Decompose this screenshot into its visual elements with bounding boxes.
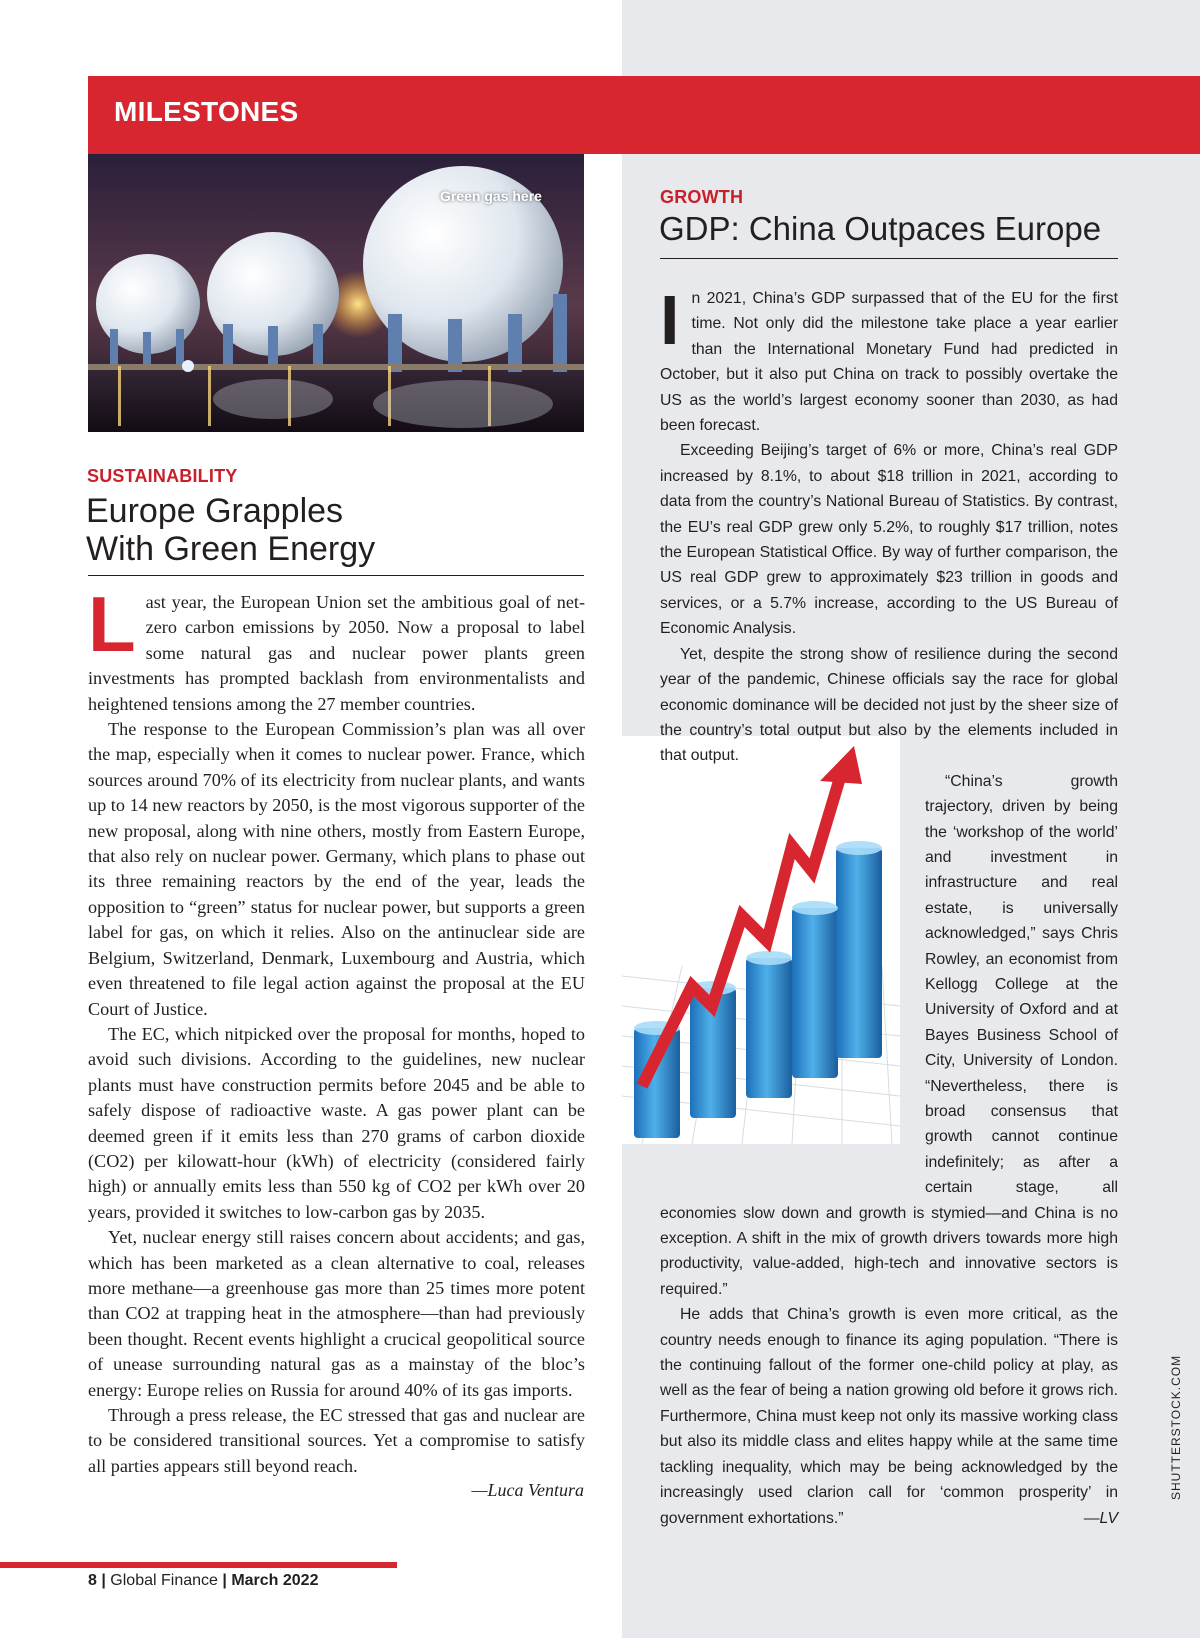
left-article-kicker: SUSTAINABILITY <box>87 466 238 486</box>
right-paragraph-1: In 2021, China’s GDP surpassed that of the EU for the first time. Not only did the milestone take place a year earlier than the International Monetary Fund had predicted in October, but it also put China on track to possibly overtake the US as the world’s largest economy sooner than 2030, as had been forecast. <box>660 281 1118 435</box>
right-headline-rule <box>660 258 1118 259</box>
footer-separator-2: | <box>222 1572 227 1589</box>
right-paragraph-3: Yet, despite the strong show of resilience during the second year of the pandemic, Chinese officials say the race for global economic dominance will be decided not just by the sheer size of the country’s total output but also by the elements included in that output. <box>660 645 1118 765</box>
left-headline-rule <box>88 575 584 576</box>
left-drop-cap: L <box>88 580 136 668</box>
page-footer <box>88 1572 318 1590</box>
right-paragraph-5: He adds that China’s growth is even more critical, as the country needs enough to finance its aging population. “There is the continuing fallout of the former one-child policy at play, as well as the fear of being a nation growing old before it grows rich. Furthermore, China must keep not only its massive working class but also its middle class and elites happy while at the same time tackling inequality, which may be being acknowledged by the increasingly used clarion call for ‘common prosperity’ in government exhortations.” —LV <box>660 1302 1118 1531</box>
photo-credit: SHUTTERSTOCK.COM <box>1169 1354 1183 1500</box>
right-article-kicker: GROWTH <box>660 187 744 207</box>
left-headline-line2: With Green Energy <box>86 530 376 568</box>
left-article-body <box>88 580 585 1479</box>
right-article-headline: GDP: China Outpaces Europe <box>659 210 1102 247</box>
publication-name: Global Finance <box>110 1572 218 1589</box>
right-article-byline: —LV <box>1083 1509 1118 1527</box>
photo-caption: Green gas here <box>440 188 542 204</box>
right-paragraph-4: “China’s growth trajectory, driven by being the ‘workshop of the world’ and investment in infrastructure and real estate, is universally acknowledged,” says Chris Rowley, an economist from Kellogg College at the University of Oxford and at Bayes Business School of City, University of London. “Nevertheless, there is broad consensus that growth cannot continue indefinitely; as after a certain stage, all economies slow down and growth is stymied—and China is no exception. A shift in the mix of growth drivers towards more high productivity, value-added, high-tech and innovative sectors is required.” <box>660 769 1118 1303</box>
footer-rule <box>0 1562 397 1568</box>
footer-separator-1: | <box>101 1572 106 1589</box>
chart-wrap-spacer <box>660 769 925 1193</box>
left-paragraph-4: Yet, nuclear energy still raises concern about accidents; and gas, which has been marketed as a clean alternative to coal, releases more methane—a greenhouse gas more than 25 times more potent than CO2 at trapping heat in the atmosphere—than had previously been thought. Recent events highlight a crucical geopolitical source of unease surrounding natural gas as a mainstay of the bloc’s energy: Europe relies on Russia for around 40% of its gas imports. <box>88 1227 585 1400</box>
left-article-headline <box>86 492 586 568</box>
left-article-byline: —Luca Ventura <box>471 1480 584 1500</box>
right-drop-cap: I <box>660 281 680 359</box>
right-paragraph-2: Exceeding Beijing’s target of 6% or more, China’s real GDP increased by 8.1%, to about $18 trillion in 2021, according to data from the country’s National Bureau of Statistics. By contrast, the EU’s real GDP grew only 5.2%, to roughly $17 trillion, notes the European Statistical Office. By way of further comparison, the US real GDP grew to approximately $23 trillion in goods and services, or a 5.7% increase, according to the US Bureau of Economic Analysis. <box>660 442 1118 638</box>
left-paragraph-5: Through a press release, the EC stressed that gas and nuclear are to be considered transitional sources. Yet a compromise to satisfy all parties appears still beyond reach. <box>88 1405 585 1476</box>
section-banner-title: MILESTONES <box>114 96 299 127</box>
page-number: 8 <box>88 1572 97 1589</box>
left-headline-line1: Europe Grapples <box>86 492 344 530</box>
right-article-body <box>660 281 1118 1531</box>
left-paragraph-1: Last year, the European Union set the ambitious goal of net-zero carbon emissions by 2050. Now a proposal to label some natural gas and nuclear power plants green investments has prompted backlash from environmentalists and heightened tensions among the 27 member countries. <box>88 580 585 714</box>
left-paragraph-3: The EC, which nitpicked over the proposal for months, hoped to avoid such divisions. According to the guidelines, new nuclear plants must have construction permits before 2045 and be able to safely dispose of radioactive waste. A gas power plant can be deemed green if it emits less than 270 grams of carbon dioxide (CO2) per kilowatt-hour (kWh) of electricity (considered fairly high) or annually emits less than 550 kg of CO2 per kWh over 20 years, provided it switches to low-carbon gas by 2035. <box>88 1023 585 1222</box>
issue-date: March 2022 <box>231 1572 319 1589</box>
left-paragraph-2: The response to the European Commission’s plan was all over the map, especially when it comes to nuclear power. France, which sources around 70% of its electricity from nuclear plants, and wants up to 14 new reactors by 2050, is the most vigorous supporter of the new proposal, along with nine others, mostly from Eastern Europe, that also rely on nuclear power. Germany, which plans to phase out its three remaining reactors by the end of the year, leads the opposition to “green” status for nuclear power, but supports a green label for gas, on which it relies. Also on the antinuclear side are Belgium, Switzerland, Denmark, Luxembourg and Austria, which even threatened to file legal action against the proposal at the EU Court of Justice. <box>88 719 585 1019</box>
